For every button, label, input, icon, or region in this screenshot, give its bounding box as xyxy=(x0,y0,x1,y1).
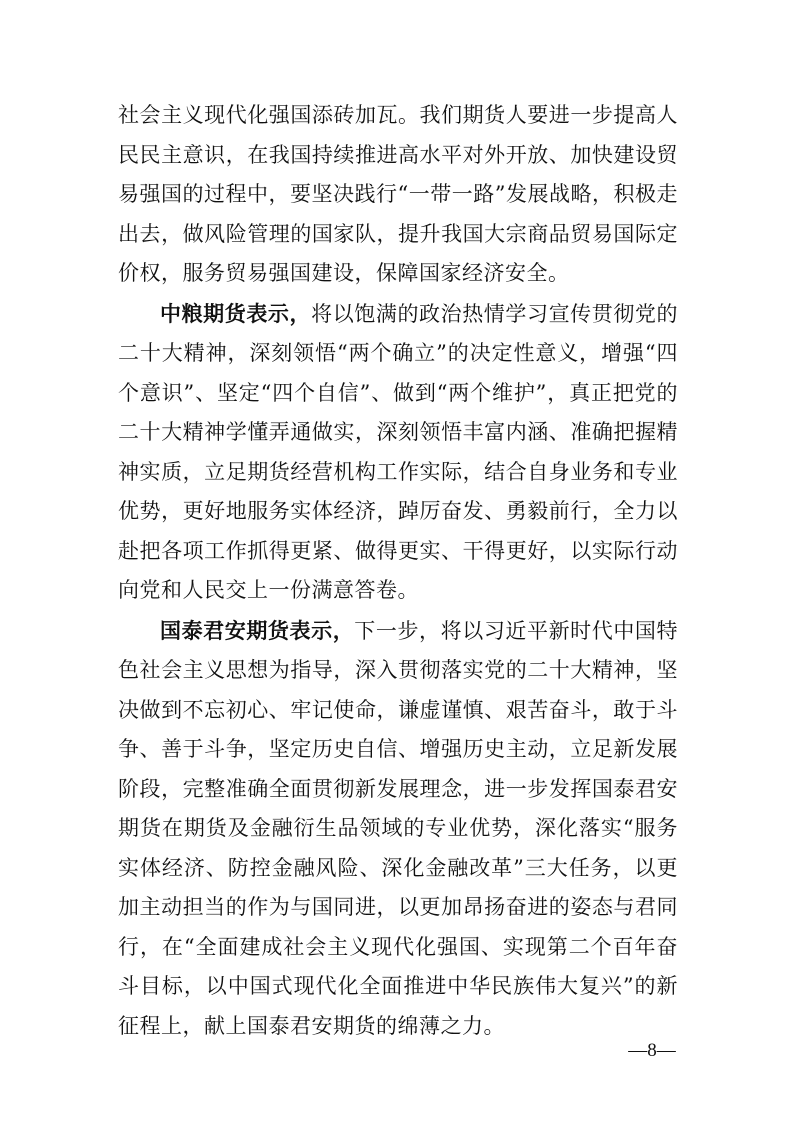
paragraph-cofco-futures xyxy=(118,294,678,611)
paragraph-text: 社会主义现代化强国添砖加瓦。我们期货人要进一步提高人民民主意识，在我国持续推进高水平对外开放、加快建设贸易强国的过程中，要坚决践行“一带一路”发展战略，积极走出去，做风险管理的国家队，提升我国大宗商品贸易国际定价权，服务贸易强国建设，保障国家经济安全。 xyxy=(118,103,678,285)
paragraph-continuation xyxy=(118,96,678,294)
page-number: —8— xyxy=(628,1040,676,1061)
paragraph-gtja-futures xyxy=(118,611,678,1047)
paragraph-lead: 中粮期货表示， xyxy=(160,300,312,326)
paragraph-lead: 国泰君安期货表示， xyxy=(160,617,355,643)
body-text xyxy=(118,96,678,1046)
paragraph-text: 将以饱满的政治热情学习宣传贯彻党的二十大精神，深刻领悟“两个确立”的决定性意义，增强“四个意识”、坚定“四个自信”、做到“两个维护”，真正把党的二十大精神学懂弄通做实，深刻领悟丰富内涵、准确把握精神实质，立足期货经营机构工作实际，结合自身业务和专业优势，更好地服务实体经济，踔厉奋发、勇毅前行，全力以赴把各项工作抓得更紧、做得更实、干得更好，以实际行动向党和人民交上一份满意答卷。 xyxy=(118,301,678,602)
paragraph-text: 下一步，将以习近平新时代中国特色社会主义思想为指导，深入贯彻落实党的二十大精神，坚决做到不忘初心、牢记使命，谦虚谨慎、艰苦奋斗，敢于斗争、善于斗争，坚定历史自信、增强历史主动，立足新发展阶段，完整准确全面贯彻新发展理念，进一步发挥国泰君安期货在期货及金融衍生品领域的专业优势，深化落实“服务实体经济、防控金融风险、深化金融改革”三大任务，以更加主动担当的作为与国同进，以更加昂扬奋进的姿态与君同行，在“全面建成社会主义现代化强国、实现第二个百年奋斗目标，以中国式现代化全面推进中华民族伟大复兴”的新征程上，献上国泰君安期货的绵薄之力。 xyxy=(118,618,679,1038)
